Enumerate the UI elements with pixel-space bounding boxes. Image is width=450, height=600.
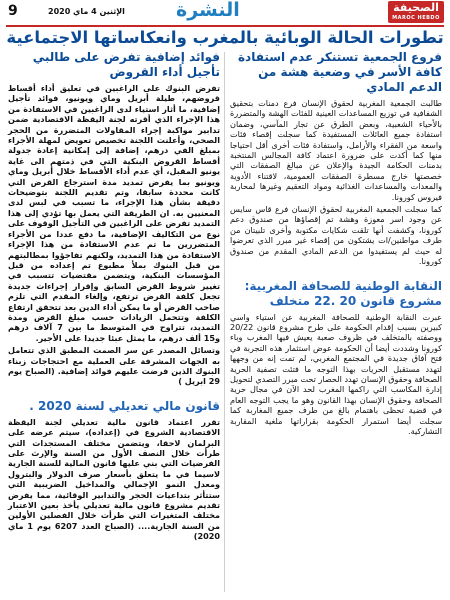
article-title-press-union: النقابة الوطنية للصحافة المغربية: مشروع قانون 20 .22 متخلف bbox=[244, 278, 442, 308]
header-rule bbox=[6, 25, 444, 27]
article-title-loan-interest: فوائد إضافية تفرض على طالبي تأجيل أداء القروض bbox=[32, 50, 220, 79]
article-paragraph: كما سجلت الجمعية المغربية لحقوق الإنسان فرع قاس سايس عن وجود اسر معوزة وهشة تم إقصاؤها من صندوق دعم كورونا، وكشفت أنها تلقت شكايات مكتوبة وأخرى تلبيتان من طرف مواطنين/ات يشتكون من إقصاء غير مبرر الذي تعرضوا له حيث لم يستفيدوا من الدعم المادي المقدم من صندوق كورونا. bbox=[230, 204, 442, 267]
article-title-finance-law: قانون مالي تعديلي لسنة 2020 . bbox=[29, 398, 220, 413]
section-title: النشرة bbox=[176, 0, 240, 21]
right-column bbox=[230, 50, 442, 438]
logo-main-text: الصحيفة bbox=[393, 1, 439, 14]
page-number: 9 bbox=[8, 3, 18, 19]
logo-sub-text: MAROC HEBDO bbox=[392, 15, 440, 21]
article-title-associations: فروع الجمعية تستنكر عدم استفادة كافة الأسر في وضعية هشة من الدعم المادي bbox=[237, 50, 442, 94]
main-headline: تطورات الحالة الوبائية بالمغرب وانعكاساتها الاجتماعية bbox=[6, 28, 444, 47]
left-column bbox=[8, 50, 220, 544]
page-header bbox=[0, 0, 450, 26]
column-divider bbox=[224, 52, 225, 592]
article-paragraph: طالبت الجمعية المغربية لحقوق الإنسان فرع دمنات بتحقيق الشفافية في توزيع المساعدات العينية للفئات الهشة والمتضررة بالأحياء الشعبية، وبعض الطرق عن تجار المآسي، وضمان استفادة جميع العائلات المستفيدة كما سجلت إقصاء فئات واسعة من الفقراء والأرامل، واستفادة فئات أخرى أقل احتياجا منها كما أكدت على ضرورة اعتماد كافة المجالس المنتخبة بدمنات الحكامة الجيدة والإعلان عن مبالغ الصفقات التي خصصتها خارج مسطرة الصفقات العمومية، لاقتناء الأدوية والمعدات والمساعدات الغذائية ومواد التعقيم وغيرها لمحاربة فيروس كورونا. bbox=[230, 98, 442, 202]
article-paragraph: عبرت النقابة الوطنية للصحافة المغربية عن استياء واسي كبيرين بسبب إقدام الحكومة على طرح مشروع قانون 20/22 ووصفته بالمتخلف في ظروف صعبة يعيش فيها المغرب وباء كورونا وشددت أيضا أن الحكومة عوض استثمار هذه التجربة في فتح آفاق جديدة في المجتمع المغربي، لم تمت إنه من وجهها لتهدد مستقبل الحريات بهذا التوجه ما فتئت تصفية الحرية الصحافة وحقوق الإنسان تهدد الحصار تحت مبرر التصدي لتحويل إدارة المكاسب التي راكمها المغرب لحد الآن في مجال حرية الصحافة وحقوق الإنسان بهذا القانون وهو ما يجب التوجه العام في قضية تحظى باهتمام بالغ من طرف جميع المغاربة كما سجلت أيضا استمرار الحكومة بقراراتها ملغية المقاربة التشاركية. bbox=[230, 311, 442, 436]
article-paragraph: تقرر اعتماد قانون مالية تعديلي لجنة اليقظة الاقتصادية الشروع في (إعداده)، سيتم عرضه على البرلمان لاحقا، ويتضمن مختلف المستجدات التي طرأت خلال النصف الأول من السنة والإرث على الفرضيات التي بني عليها قانون المالية للسنة الجارية لاسيما في ما يتعلق بأسعار صرف الدولار والبترول ومعدل النمو الإجمالي والمداخيل الضريبية التي ستتأثر بتداعيات الحجر والتدابير الوقائية، مما يفرض تقديم مشروع قانون مالية تعديلي يأخذ بعين الاعتبار مختلف المتغيرات التي طرأت خلال الفصلين الأولين من السنة الجارية.... (الصباح العدد 6207 يوم 1 ماي 2020) bbox=[8, 416, 220, 542]
article-paragraph: تفرض البنوك على الراغبين في تعليق أداء أقساط قروضهم، طيلة أبريل وماي ويونيو، فوائد تأجيل إضافية، ما أثار استياء لدى الراغبين في الاستفادة من هذا الإجراء الذي أقرته لجنة اليقظة الاقتصادية ضمن تدابير مواكبة إجراء المقاولات المتضررة من الحجر الصحي، وأعلنت اللجنة تخصيص تعويض لمهلة الأجراء بمبلغ الفي درهم، إضافة إلى إمكانية إعادة جدولة أقساط القروض البنكية التي في ذمتهم الى غاية يونيو المقبل، أي عدم أداء الأقساط خلال أبريل وماي ويونيو بما يفرض تمديد مدة استرجاع القرض التي كانت محددة سابقا، وتم تقديم اللجنة بتوضيحات دقيقة بشأن هذا الإجراء، ما تسبب في لبس لدى المعنيين به. ان الطريقة التي يعمل بها تؤدي إلى هذا التمديد تفرض على الراغبين في التأجيل الوقوف على نوع من التكاليف الإضافية، ما دفع عددا من الأجراء المتضررين ما تم عدم الاستفادة من هذا الإجراء الاستفادة من هذا التمديد، ولكنهم تفاجؤوا بمطالبتهم من قبل البنوك بملأ مطبوع تم إعداده من قبل المؤسسات البنكية، ويتضمن مقتضيات تتسبب في تغيير شروط القرض السابق وإقرار إجراءات جديدة تجعل كلفة القرض ترتفع، وإلغاء المقدم التي تلزم صاحب القرض أو ما يمكن أداء الدين بعد تتحقق ارتفاع الكلفة وتتحمل الزيادات حسب مبلغ القرض ومدة التمديد، تتراوح في المتوسط ما بين 7 آلاف درهم و15 ألف درهم، ما يمثل عبئا جديدا على الأجير. bbox=[8, 83, 220, 343]
article-paragraph: وتسائل المصدر عن سر الصمت المطبق الذي تتعامل به الجهات المشرفة على العملية مع احتجاجات زبناء البنوك الذين فرضت عليهم فوائد إضافية. (الصباح يوم 29 ابريل ) bbox=[8, 345, 220, 387]
issue-date: الإثنين 4 ماي 2020 bbox=[48, 7, 125, 16]
newspaper-logo bbox=[388, 1, 444, 23]
